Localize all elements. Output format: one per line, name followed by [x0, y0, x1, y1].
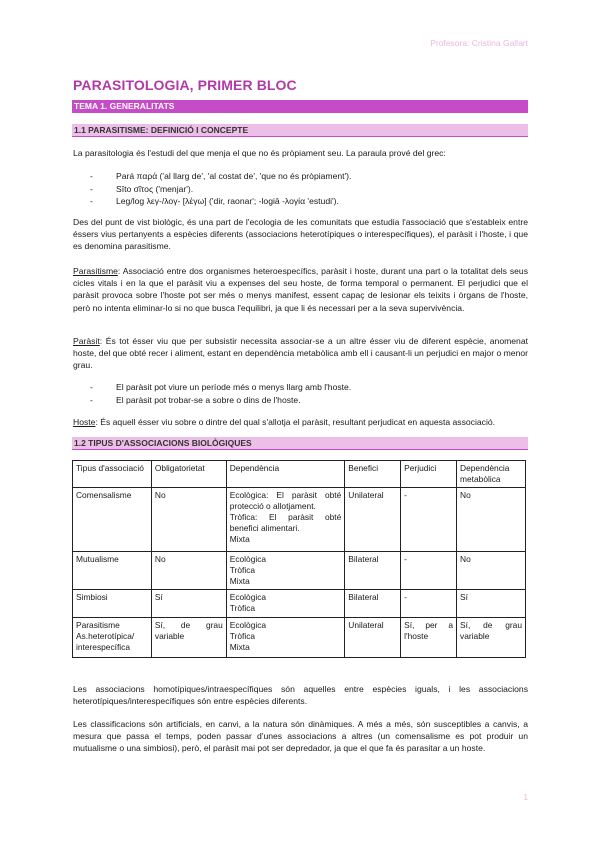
term-parasitisme: Parasitisme: [73, 266, 118, 276]
cell-tipus: Comensalisme: [73, 488, 152, 552]
hoste-definition: [73, 416, 528, 428]
definition-text: : Associació entre dos organismes heteroespecífics, paràsit i hoste, durant una part o la totalitat dels seus cicles vitals i en la que el paràsit viu a expenses del seu hoste, de forma temporal o permanent. El perjudici que el paràsit provoca sobre l'hoste pot ser més o menys manifest, essent capaç de lesionar els teixits i òrgans de l'hoste, però no intenta eliminar-lo si no que busca l'equilibri, ja que li és necessari per a la seva supervivència.: [73, 266, 528, 313]
cell-dependencia: [226, 552, 345, 590]
dependencia-line: Tròfica: El paràsit obté benefici alimentari.: [229, 512, 342, 533]
column-header: Dependència: [226, 461, 345, 488]
column-header: Obligatorietat: [151, 461, 226, 488]
table-row: [73, 618, 526, 658]
cell-perjudici: -: [401, 488, 457, 552]
term-parasit: Paràsit: [73, 336, 100, 346]
column-header: Perjudici: [401, 461, 457, 488]
column-header: Tipus d'associació: [73, 461, 152, 488]
cell-tipus: Simbiosi: [73, 590, 152, 618]
column-header: Benefici: [345, 461, 401, 488]
cell-obligatorietat: Sí: [151, 590, 226, 618]
list-item: - El paràsit pot trobar-se a sobre o dins de l'hoste.: [90, 394, 520, 407]
table-row: [73, 488, 526, 552]
dependencia-line: Ecològica: [229, 554, 267, 564]
dependencia-line: Tròfica: [229, 631, 256, 641]
document-title: PARASITOLOGIA, PRIMER BLOC: [73, 77, 297, 93]
parasit-points-list: [90, 381, 520, 406]
list-item: - Leg/log λεγ-/λογ- [λέγω] ('dir, raonar'; -logiā -λογία 'estudi').: [90, 195, 520, 208]
cell-benefici: Bilateral: [345, 552, 401, 590]
column-header: Dependència metabòlica: [457, 461, 526, 488]
page-number: 1: [523, 793, 528, 802]
list-item: - Sîto σῖτος ('menjar').: [90, 183, 520, 196]
term-hoste: Hoste: [73, 417, 96, 427]
cell-metabolica: Sí, de grau variable: [457, 618, 526, 658]
dependencia-line: Mixta: [229, 534, 250, 544]
subsection-heading-1-2: 1.2 TIPUS D'ASSOCIACIONS BIOLÒGIQUES: [72, 437, 528, 450]
cell-obligatorietat: No: [151, 552, 226, 590]
cell-metabolica: Sí: [457, 590, 526, 618]
section-heading-tema-1: TEMA 1. GENERALITATS: [72, 100, 528, 113]
cell-metabolica: No: [457, 488, 526, 552]
parasit-definition: [73, 335, 528, 372]
cell-obligatorietat: No: [151, 488, 226, 552]
subsection-heading-1-1: 1.1 PARASITISME: DEFINICIÓ I CONCEPTE: [72, 124, 528, 137]
classificacions-paragraph: Les classificacions són artificials, en canvi, a la natura són dinàmiques. A més a més, són susceptibles a canvis, a mesura que passa el temps, poden passar d'unes associacions a altres (un comensalisme es pot produir un mutualisme o una simbiosi), però, el paràsit mai pot ser depredador, ja que el que fa és parasitar a un hoste.: [73, 719, 528, 754]
dependencia-line: Mixta: [229, 576, 250, 586]
biology-paragraph: Des del punt de vist biològic, és una part de l'ecologia de les comunitats que estudia l'associació que s'estableix entre éssers vius pertanyents a espècies diferents (associacions heterotípiques o interespecífiques), el paràsit i l'hoste, i que es denomina parasitisme.: [73, 217, 528, 252]
dependencia-line: Ecològica: [229, 620, 267, 630]
cell-perjudici: -: [401, 552, 457, 590]
dependencia-line: Tròfica: [229, 603, 256, 613]
cell-tipus: Parasitisme As.heterotípica/ interespecífica: [73, 618, 152, 658]
cell-dependencia: [226, 488, 345, 552]
table-row: [73, 590, 526, 618]
definition-text: : És tot ésser viu que per subsistir necessita associar-se a un altre ésser viu de diferent espècie, anomenat hoste, del que obté recer i aliment, estant en dependència metabòlica amb ell i causant-li un perjudici en major o menor grau.: [73, 336, 528, 371]
parasitisme-definition: [73, 265, 528, 314]
table-header-row: [73, 461, 526, 488]
cell-dependencia: [226, 590, 345, 618]
homotipiques-paragraph: Les associacions homotípiques/intraespecífiques són aquelles entre espècies iguals, i les associacions heterotípiques/interespecífiques són entre espècies diferents.: [73, 684, 528, 707]
dependencia-line: Ecològica: [229, 592, 267, 602]
cell-perjudici: -: [401, 590, 457, 618]
cell-benefici: Unilateral: [345, 488, 401, 552]
definition-text: : És aquell ésser viu sobre o dintre del qual s'allotja el paràsit, resultant perjudicat en aquesta associació.: [95, 417, 496, 427]
header-author: Profesora: Cristina Gallart: [430, 38, 528, 48]
dependencia-line: Mixta: [229, 642, 250, 652]
intro-paragraph: La parasitologia és l'estudi del que menja el que no és pròpiament seu. La paraula prové del grec:: [73, 148, 446, 158]
list-item: - El paràsit pot viure un període més o menys llarg amb l'hoste.: [90, 381, 520, 394]
dependencia-line: Ecològica: El paràsit obté protecció o allotjament.: [229, 490, 342, 511]
cell-perjudici: Sí, per a l'hoste: [401, 618, 457, 658]
cell-metabolica: No: [457, 552, 526, 590]
cell-benefici: Unilateral: [345, 618, 401, 658]
cell-obligatorietat: Sí, de grau variable: [151, 618, 226, 658]
list-item: - Pará παρά ('al llarg de', 'al costat de', 'que no és pròpiament').: [90, 170, 520, 183]
cell-benefici: Bilateral: [345, 590, 401, 618]
cell-dependencia: [226, 618, 345, 658]
table-row: [73, 552, 526, 590]
dependencia-line: Tròfica: [229, 565, 256, 575]
etymology-list: [90, 170, 520, 208]
cell-tipus: Mutualisme: [73, 552, 152, 590]
associations-table: [72, 460, 526, 658]
